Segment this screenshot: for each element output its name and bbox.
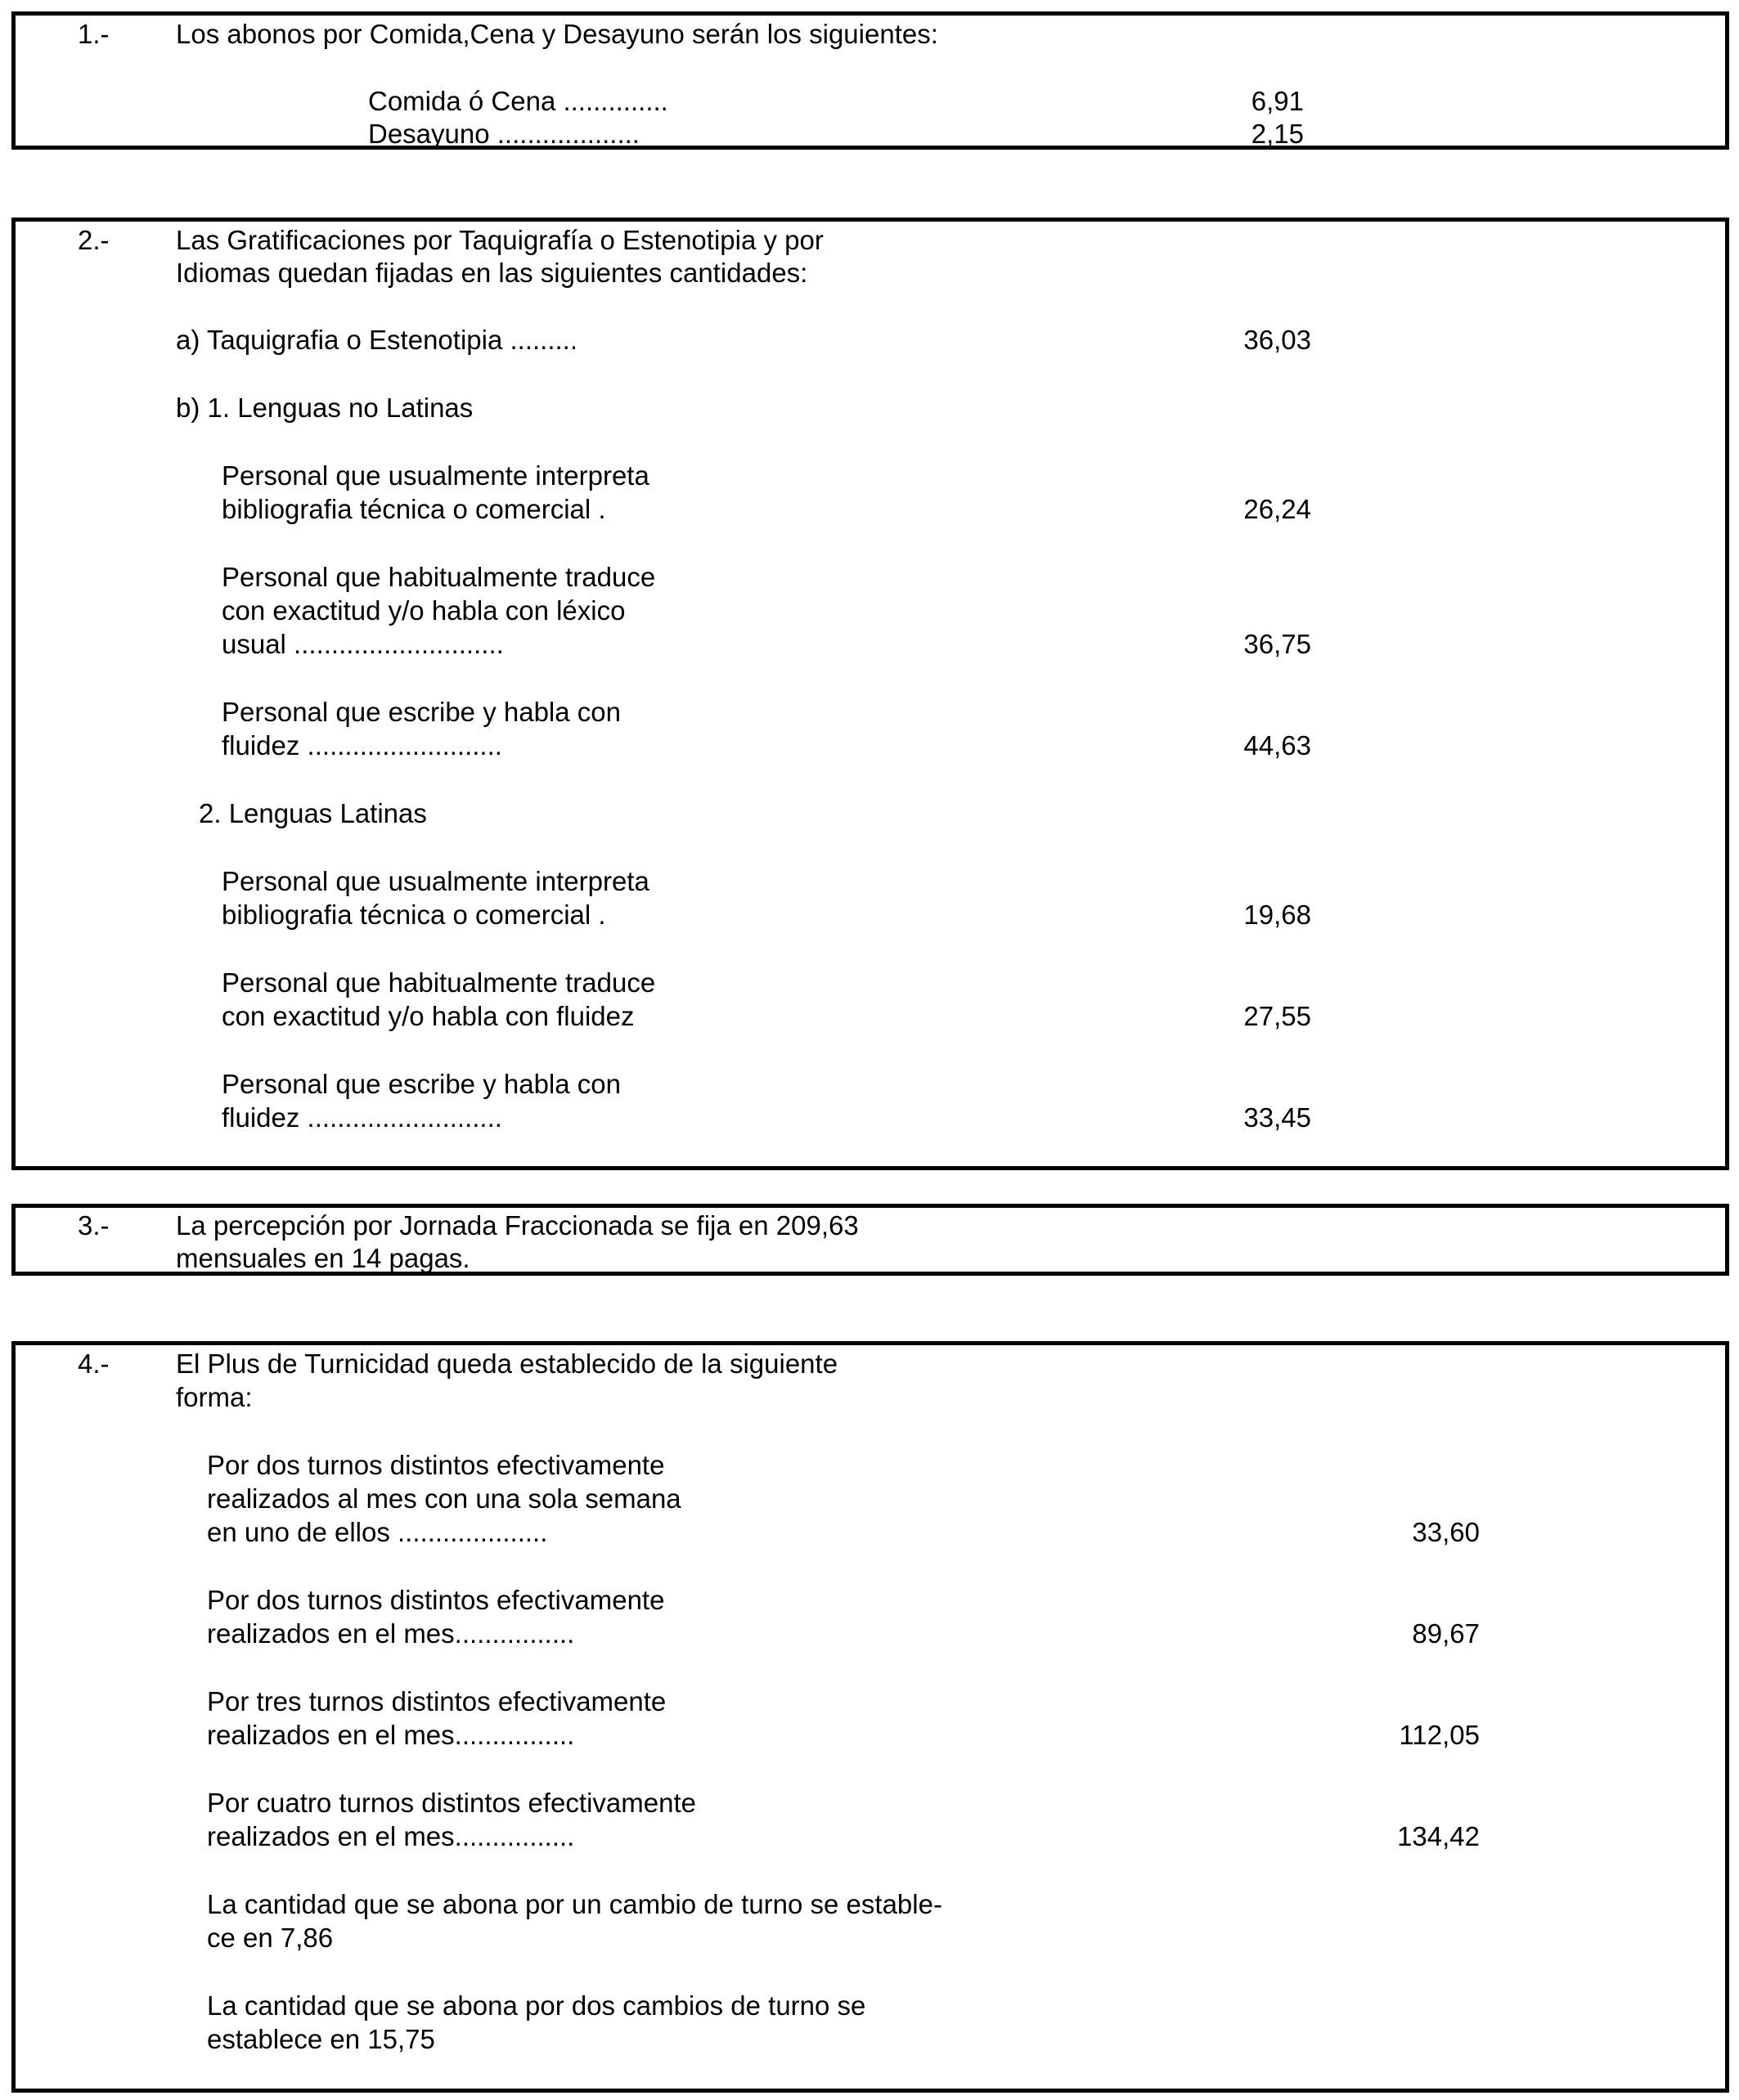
b2-item2-line1: Personal que habitualmente traduce [222,967,656,998]
b1-item3-line2: fluidez .......................... [222,730,502,761]
note2-line2: establece en 15,75 [207,2024,435,2054]
turno-item3-line1: Por tres turnos distintos efectivamente [207,1686,667,1716]
note1-line2: ce en 7,86 [207,1923,334,1953]
b1-item3-line1: Personal que escribe y habla con [222,697,621,727]
note1-line1: La cantidad que se abona por un cambio de turno se estable- [207,1889,942,1919]
b1-item1-value: 26,24 [1243,494,1311,524]
b2-item3-line2: fluidez .......................... [222,1102,502,1133]
b2-item1-line2: bibliografia técnica o comercial . [222,900,606,930]
section-1-box [11,11,1729,150]
item-value-comida: 6,91 [1251,86,1304,116]
turno-item1-value: 33,60 [1412,1517,1480,1547]
b2-heading: 2. Lenguas Latinas [199,798,427,828]
b2-item3-value: 33,45 [1243,1102,1311,1133]
taquigrafia-label: a) Taquigrafia o Estenotipia ......... [176,325,578,355]
b1-item2-line2: con exactitud y/o habla con léxico [222,595,626,626]
b2-item2-line2: con exactitud y/o habla con fluidez [222,1001,635,1031]
section-line1: La percepción por Jornada Fraccionada se fija en 209,63 [176,1210,859,1241]
section-line2: mensuales en 14 pagas. [176,1243,470,1273]
section-intro-line1: Las Gratificaciones por Taquigrafía o Estenotipia y por [176,225,824,255]
b1-item2-line1: Personal que habitualmente traduce [222,562,656,592]
turno-item4-line2: realizados en el mes................ [207,1821,575,1851]
turno-item3-value: 112,05 [1399,1720,1480,1750]
turno-item1-line3: en uno de ellos .................... [207,1517,548,1547]
b1-item3-value: 44,63 [1243,730,1311,761]
note2-line1: La cantidad que se abona por dos cambios de turno se [207,1990,866,2021]
b2-item1-line1: Personal que usualmente interpreta [222,866,649,896]
section-intro-line2: forma: [176,1382,253,1412]
section-3-box [11,1204,1729,1276]
item-label-desayuno: Desayuno ................... [368,119,640,149]
section-number: 4.- [78,1348,110,1379]
b2-item2-value: 27,55 [1243,1001,1311,1031]
turno-item1-line1: Por dos turnos distintos efectivamente [207,1450,665,1480]
section-intro-line1: El Plus de Turnicidad queda establecido de la siguiente [176,1348,838,1379]
section-2-box [11,218,1729,1170]
b1-item1-line2: bibliografia técnica o comercial . [222,494,606,524]
section-number: 3.- [78,1210,110,1241]
taquigrafia-value: 36,03 [1243,325,1311,355]
turno-item2-value: 89,67 [1412,1618,1480,1649]
turno-item2-line1: Por dos turnos distintos efectivamente [207,1585,665,1615]
b1-item2-line3: usual ............................ [222,629,504,659]
item-label-comida: Comida ó Cena .............. [368,86,668,116]
b1-item2-value: 36,75 [1243,629,1311,659]
turno-item3-line2: realizados en el mes................ [207,1720,575,1750]
turno-item4-line1: Por cuatro turnos distintos efectivamente [207,1788,696,1818]
b1-item1-line1: Personal que usualmente interpreta [222,460,649,491]
section-intro: Los abonos por Comida,Cena y Desayuno serán los siguientes: [176,19,938,49]
b2-item3-line1: Personal que escribe y habla con [222,1069,621,1099]
b1-heading: b) 1. Lenguas no Latinas [176,393,474,423]
section-number: 2.- [78,225,110,255]
section-number: 1.- [78,19,110,49]
section-intro-line2: Idiomas quedan fijadas en las siguientes cantidades: [176,258,808,288]
item-value-desayuno: 2,15 [1251,119,1304,149]
turno-item1-line2: realizados al mes con una sola semana [207,1483,681,1514]
turno-item4-value: 134,42 [1397,1821,1480,1851]
section-4-box [11,1341,1729,2093]
b2-item1-value: 19,68 [1243,900,1311,930]
turno-item2-line2: realizados en el mes................ [207,1618,575,1649]
